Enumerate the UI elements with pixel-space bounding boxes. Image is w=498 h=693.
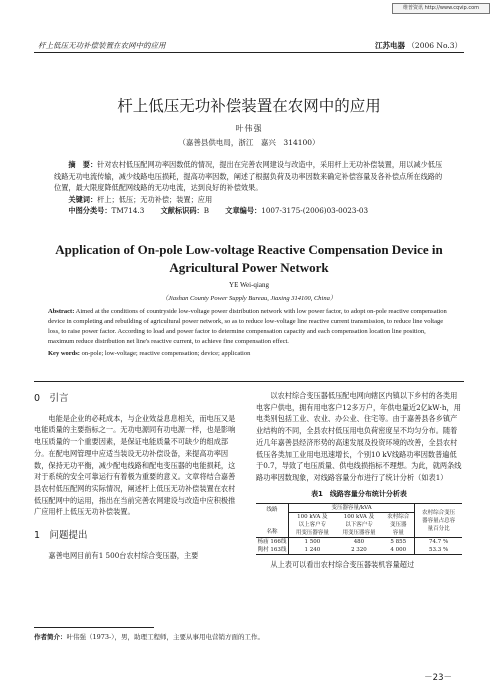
paper-title-en: [0, 241, 498, 277]
table-cell: 480: [353, 539, 365, 546]
clc-label: 中图分类号：: [68, 206, 112, 216]
paper-title-cn: 杆上低压无功补偿装置在农网中的应用: [117, 97, 381, 115]
table-head-col4-l3: 量百分比: [427, 525, 450, 532]
table-cell: 4 000: [390, 547, 407, 554]
footnote-text: 叶伟强（1973-），男，助理工程师，主要从事用电营销方面的工作。: [66, 633, 264, 641]
keywords-cn-text: 杆上；低压；无功补偿；装置；应用: [97, 194, 213, 204]
journal-issue: （2006 No.3）: [407, 41, 462, 50]
author-en: YE Wei-qiang: [229, 281, 269, 289]
section-intro-heading: 0 引言: [34, 393, 69, 404]
table-head-group: 变压器容量/kVA: [289, 504, 415, 513]
abstract-cn-label: 摘 要：: [68, 160, 98, 169]
section-problem-text: 嘉善电网目前有1 500台农村综合变压器，主要: [48, 550, 199, 560]
author-cn: 叶伟强: [235, 124, 263, 133]
table-head-col4: [415, 504, 462, 538]
table-cell: 1 500: [304, 539, 321, 546]
table-head-col1-l3: 用变压器容量: [295, 530, 329, 537]
footnote: [34, 632, 264, 641]
table-1-title: 表1 线路容量分布统计分析表: [311, 489, 407, 498]
title-en-line-1: Application of On-pole Low-voltage Reactive Compensation Device in: [55, 242, 443, 257]
table-cell: 杨庙 166线: [256, 538, 289, 547]
abstract-en: [48, 307, 450, 359]
table-head-col2-l2: 以下客户专: [345, 522, 373, 529]
table-head-col1-l2: 以上客户专: [298, 522, 327, 529]
table-cell: 5 855: [390, 539, 407, 546]
footnote-rule: [34, 627, 154, 628]
table-cell: 2 320: [351, 547, 367, 554]
table-head-col2-l1: 100 kVA 及: [343, 514, 375, 521]
table-head-col4-l1: 农村综合变压: [422, 509, 456, 516]
right-column: [256, 390, 462, 571]
table-head-col4-l2: 器容量占总容: [422, 517, 456, 524]
journal-info: [375, 40, 462, 51]
table-head-col1-l1: 100 kVA 及: [297, 514, 328, 521]
abstract-en-text: Aimed at the conditions of countryside low-voltage power distribution network with low power factor, to adopt on-pole reactive compensation device in completing and rebuilding of agricultural power network, so as to reduce low-voltage line reactive current transmission, to reduce line voltage loss, to raise power factor. According to load and power factor to determine compensation capacity and each compensation location line position, maximum reduce distribution net line's reactive current, to achieve fine compensation effect.: [48, 308, 447, 345]
after-table-text: 从上表可以看出农村综合变压器装机容量超过: [270, 560, 415, 570]
table-head-col3-l2: 变压器: [389, 522, 407, 529]
keywords-cn-label: 关键词：: [68, 194, 98, 204]
table-head-line-text: 线路: [266, 506, 278, 513]
title-en-line-2: Agricultural Power Network: [169, 260, 329, 275]
doc-code-label: 文献标识码：: [160, 206, 204, 216]
right-column-text: 以农村综合变压器低压配电网向辖区内镇以下乡村的各类用电客户供电，拥有用电客户12多万户，年供电量近2亿kW·h，用电类别包括工业、农业、办公业、住宅等。由于嘉善县各乡镇产业结构的不同，全县农村低压用电负荷密度呈不均匀分布。随着近几年嘉善县经济形势的高速发展及投资环境的改善，全县农村低压各类加工业用电迅速增长，个别10 kV线路功率因数普遍低于0.7，导致了电压质量、供电线损指标不理想。为此，就两条线路功率因数现象，对线路容量分布进行了统计分析（如表1）: [256, 391, 462, 482]
table-cell: 陶村 163线: [256, 546, 289, 555]
abstract-en-label: Abstract:: [48, 308, 75, 315]
keywords-en-label: Key words:: [48, 350, 80, 357]
clc-value: TM714.3: [111, 206, 145, 216]
section-intro-text: 电能是企业的必耗成本，与企业效益息息相关，而电压又是电能质量的主要指标之一。无功电源同有功电源一样，也是影响电压质量的一个重要因素，是保证电能质量不可缺少的组成部分。在配电网管理中应适当装设无功补偿设备，来提高功率因数，保持无功平衡，减少配电线路和配电变压器的电能损耗，这对于系统的安全可靠运行有着极为重要的意义。文章将结合嘉善县农村低压配网的实际情况，阐述杆上低压无功补偿装置在农村低压配网中的运用，指出在当前完善农网建设与改造中应积极推广应用杆上低压无功补偿装置。: [34, 413, 236, 517]
article-no-label: 文章编号：: [225, 206, 262, 216]
watermark-label: 维普资讯 http://www.cqvip.com: [392, 3, 490, 14]
page-number: －23－: [424, 673, 452, 683]
table-head-col3-l1: 农村综合: [387, 514, 410, 521]
keywords-en-text: on-pole; low-voltage; reactive compensation; device; application: [81, 350, 251, 357]
header-rule: [34, 52, 464, 53]
table-head-name-text: 名称: [266, 528, 278, 535]
table-head-col3-l3: 容量: [392, 530, 404, 537]
table-cell: 53.3 %: [415, 546, 462, 555]
table-head-col2-l3: 用变压器容量: [342, 530, 376, 537]
section-problem-heading: 1 问题提出: [34, 530, 88, 542]
table-head-line: [256, 504, 289, 538]
table-cell: 74.7 %: [415, 538, 462, 547]
affiliation-en: （Jiashan County Power Supply Bureau, Jiaxing 314100, China）: [161, 295, 337, 302]
abstract-cn-text: 针对农村低压配网功率因数低的情况，提出在完善农网建设与改造中，采用杆上无功补偿装置，用以减少低压线路无功电流传输，减少线路电压损耗，提高功率因数，阐述了根据负荷及功率因数来确定补偿容量及各补偿点所在线路的位置，最大限度降低配网线路的无功电流，达到良好的补偿效果。: [54, 160, 443, 193]
table-row: [256, 546, 462, 555]
article-no-value: 1007-3175-(2006)03-0023-03: [261, 206, 369, 216]
left-column: [34, 393, 242, 561]
abstract-rule: [34, 381, 464, 382]
table-1: [256, 503, 462, 555]
footnote-label: 作者简介：: [34, 633, 67, 641]
table-row: [256, 538, 462, 547]
affiliation-cn: （嘉善县供电局，浙江 嘉兴 314100）: [178, 138, 320, 147]
doc-code-value: B: [203, 206, 209, 216]
running-title: 杆上低压无功补偿装置在农网中的应用: [38, 41, 166, 50]
journal-name: 江苏电器: [375, 41, 406, 50]
abstract-cn: [54, 159, 446, 217]
table-cell: 1 240: [304, 547, 321, 554]
